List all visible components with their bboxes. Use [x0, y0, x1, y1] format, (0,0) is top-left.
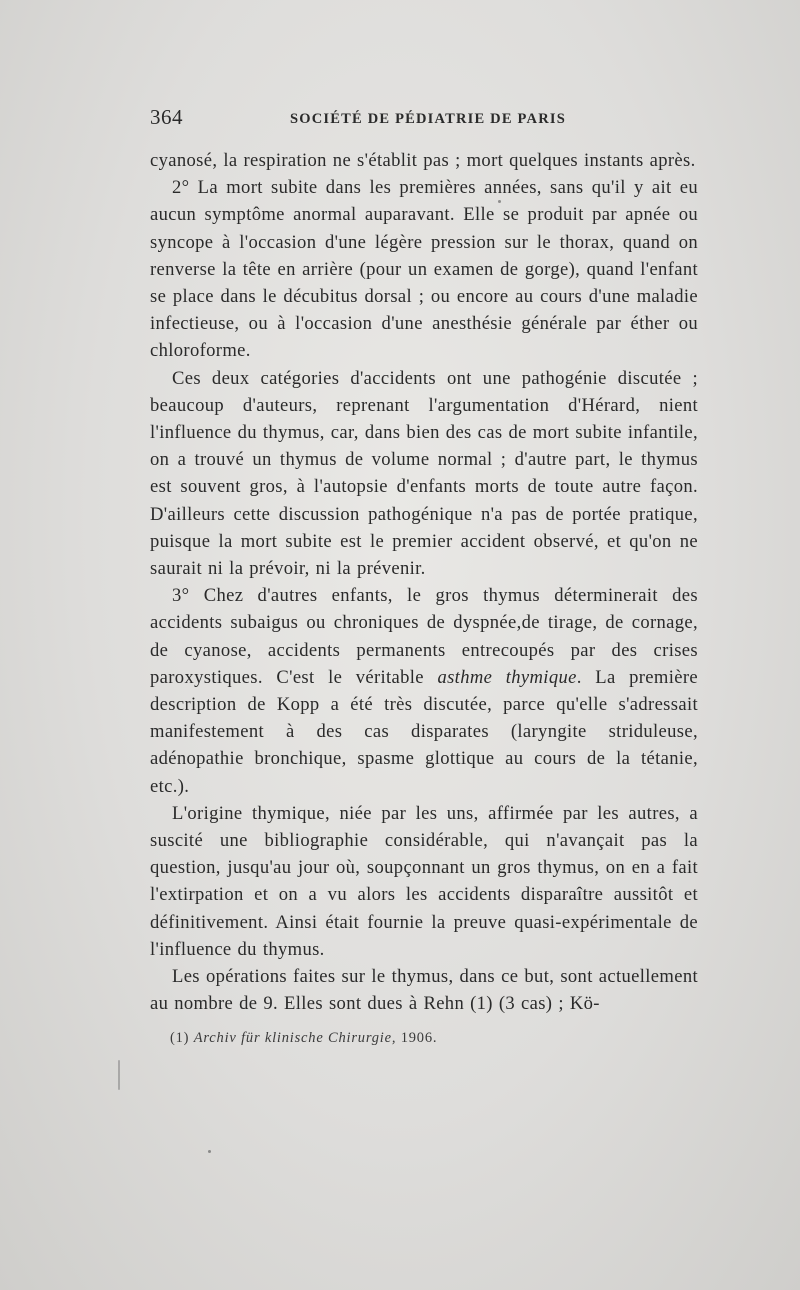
paragraph-text: 3° Chez d'autres enfants, le gros thymus déterminerait des accidents subaigus ou chroniques de dyspnée,de tirage, de cornage, de cyanose, accidents permanents entrecoupés par des crises paroxystiques. C'est le véritable: [150, 585, 698, 688]
footnote-marker: (1): [170, 1030, 190, 1046]
paragraph: [150, 582, 698, 800]
speck: [498, 200, 501, 203]
footnote-year: 1906.: [396, 1030, 438, 1046]
running-title: SOCIÉTÉ DE PÉDIATRIE DE PARIS: [290, 111, 566, 127]
page-number: 364: [150, 105, 183, 129]
page-header: [150, 105, 710, 135]
paragraph: cyanosé, la respiration ne s'établit pas ; mort quelques instants après.: [150, 150, 696, 171]
paragraph: 2° La mort subite dans les premières années, sans qu'il y ait eu aucun symptôme anormal auparavant. Elle se produit par apnée ou syncope à l'occasion d'une légère pression sur le thorax, quand on renverse la tête en arrière (pour un examen de gorge), quand l'enfant se place dans le décubitus dorsal ; ou encore au cours d'une maladie infectieuse, ou à l'occasion d'une anesthésie générale par éther ou chloroforme.: [150, 177, 698, 362]
paragraph-text: . La première description de Kopp a été très discutée, parce qu'elle s'adressait manifestement à des cas disparates (laryngite striduleuse, adénopathie bronchique, spasme glottique au cours de la tétanie, etc.).: [150, 666, 698, 797]
footnote-source: Archiv für klinische Chirurgie,: [193, 1030, 397, 1046]
paragraph: L'origine thymique, niée par les uns, affirmée par les autres, a suscité une bibliographie considérable, qui n'avançait pas la question, jusqu'au jour où, soupçonnant un gros thymus, on en a fait l'extirpation et on a vu alors les accidents disparaître aussitôt et définitivement. Ainsi était fournie la preuve quasi-expérimentale de l'influence du thymus.: [150, 802, 698, 960]
speck: [208, 1150, 211, 1153]
footnote: [170, 1030, 437, 1047]
italic-term: asthme thymique: [437, 666, 577, 688]
body-text: [150, 147, 698, 1018]
paragraph: Les opérations faites sur le thymus, dans ce but, sont actuellement au nombre de 9. Elles sont dues à Rehn (1) (3 cas) ; Kö-: [150, 966, 698, 1015]
paragraph: Ces deux catégories d'accidents ont une pathogénie discutée ; beaucoup d'auteurs, reprenant l'argumentation d'Hérard, nient l'influence du thymus, car, dans bien des cas de mort subite infantile, on a trouvé un thymus de volume normal ; d'autre part, le thymus est souvent gros, à l'autopsie d'enfants morts de toute autre façon. D'ailleurs cette discussion pathogénique n'a pas de portée pratique, puisque la mort subite est le premier accident observé, et qu'on ne saurait ni la prévoir, ni la prévenir.: [150, 367, 698, 580]
speck: [118, 1060, 120, 1090]
